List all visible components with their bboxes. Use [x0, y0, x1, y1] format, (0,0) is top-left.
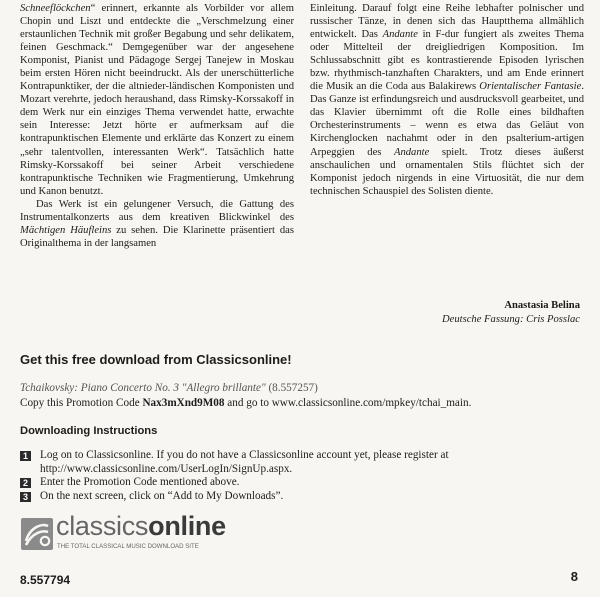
emphasized-text: Orientalischer Fantasie: [479, 81, 582, 93]
essay-left-column: [20, 2, 294, 250]
promo-code: Nax3mXnd9M08: [142, 397, 225, 409]
step-text: Log on to Classicsonline. If you do not have a Classicsonline account yet, please register at: [40, 449, 449, 461]
essay-right-column: [310, 2, 584, 198]
step-number-badge: 2: [20, 478, 31, 488]
text-run: Das Werk ist ein gelungener Versuch, die Gattung des Instrumentalkonzerts aus dem kreativen Blickwinkel des: [20, 198, 294, 223]
instruction-step: [20, 490, 449, 504]
text-run: zu sehen. Die Klarinette präsentiert das Originalthema in der langsamen: [20, 224, 294, 249]
text-run: . Das Ganze ist erfindungsreich und ausdrucksvoll gearbeitet, und das Klavier übernimmt oft die Rolle eines bildhaften Orchesterinstruments – wenn es etwa das Geläut von Kirchenglocken nachahmt oder in den psalterium-artigen Arpeggien des: [310, 81, 584, 158]
instruction-step: [20, 476, 449, 490]
essay-paragraph: [20, 2, 294, 198]
essay-paragraph: [310, 2, 584, 198]
promo-work-title: Tchaikovsky: Piano Concerto No. 3 "Allegro brillante": [20, 382, 266, 394]
promo-code-suffix: and go to www.classicsonline.com/mpkey/tchai_main.: [224, 397, 472, 409]
logo-tagline: THE TOTAL CLASSICAL MUSIC DOWNLOAD SITE: [57, 543, 199, 550]
instructions-list: [20, 449, 449, 503]
logo-wordmark: [56, 511, 226, 542]
page-number: 8: [570, 569, 578, 584]
instruction-step: [20, 449, 449, 463]
promo-work-line: [20, 381, 318, 395]
signup-url: http://www.classicsonline.com/UserLogIn/SignUp.aspx.: [40, 462, 293, 475]
author-name: Anastasia Belina: [504, 300, 580, 311]
step-number-badge: 3: [20, 492, 31, 502]
essay-paragraph: [20, 198, 294, 250]
instructions-heading: Downloading Instructions: [20, 425, 158, 437]
text-run: in F-dur fungiert als zweites Thema oder Mittelteil der dreigliedrigen Komposition. Im Schlussabschnitt gibt es kontrastierende Episoden lyrischen bzw. rhythmisch-tanzhaften Charakters, und am Ende erinnert die Musik an die Coda aus Balakirews: [310, 29, 584, 93]
promo-code-line: [20, 396, 471, 410]
emphasized-text: Mächtigen Häufleins: [20, 224, 112, 236]
text-run: “ erinnert, erkannte als Vorbilder vor allem Chopin und Liszt und entdeckte die „Verschmelzung einer erstaunlichen Technik mit großer Begabung und sehr delikatem, feinen Geschmack.“ Demgegenüber war der angesehene Komponist, Pianist und Pädagoge Sergej Tanejew in Moskau beim ersten Hören nicht beeindruckt. Als der unerschütterliche Kontrapunktiker, der die altnieder-ländischen Komponisten und Mozart verehrte, jedoch heraushand, dass Rimsky-Korssakoff in dem Werk nur ein einziges Thema verwendet hatte, erwachte sein Interesse: Jetzt hörte er aufmerksam auf die kontrapunktischen Elemente und erklärte das Konzert zu einem „sehr talentvollen, interessanten Werk“. Tatsächlich hatte Rimsky-Korssakoff bei seiner Arbeit verschiedene kontrapunktische Techniken wie Fragmentierung, Umkehrung und Kanon benutzt.: [20, 3, 294, 197]
logo-word-light: classics: [56, 511, 149, 541]
step-number-badge: 1: [20, 451, 31, 461]
emphasized-text: Schneeflöckchen: [20, 3, 91, 14]
classicsonline-logo-icon: [20, 517, 54, 551]
text-run: spielt. Trotz dieses äußerst anschaulichen und ornamentalen Stils flüchtet sich der Komponist jedoch nirgends in eine Virtuosität, die nur dem technischen Schauspiel des Solisten diente.: [310, 146, 584, 197]
logo-word-bold: online: [148, 511, 226, 541]
catalog-number: 8.557794: [20, 573, 71, 587]
instruction-step-continued: [20, 463, 449, 477]
promo-catalog-ref: (8.557257): [265, 382, 318, 394]
promo-code-prefix: Copy this Promotion Code: [20, 397, 143, 409]
promo-heading: Get this free download from Classicsonline!: [20, 352, 292, 367]
emphasized-text: Andante: [393, 146, 430, 158]
translation-credit: Deutsche Fassung: Cris Posslac: [441, 314, 580, 325]
step-text: On the next screen, click on “Add to My Downloads”.: [40, 489, 284, 502]
step-text: Enter the Promotion Code mentioned above.: [40, 476, 240, 488]
emphasized-text: Andante: [382, 29, 418, 41]
text-run: Einleitung. Darauf folgt eine Reihe lebhafter polnischer und russischer Tänze, in denen sich das Hauptthema allmählich entwickelt. Das: [310, 3, 584, 41]
